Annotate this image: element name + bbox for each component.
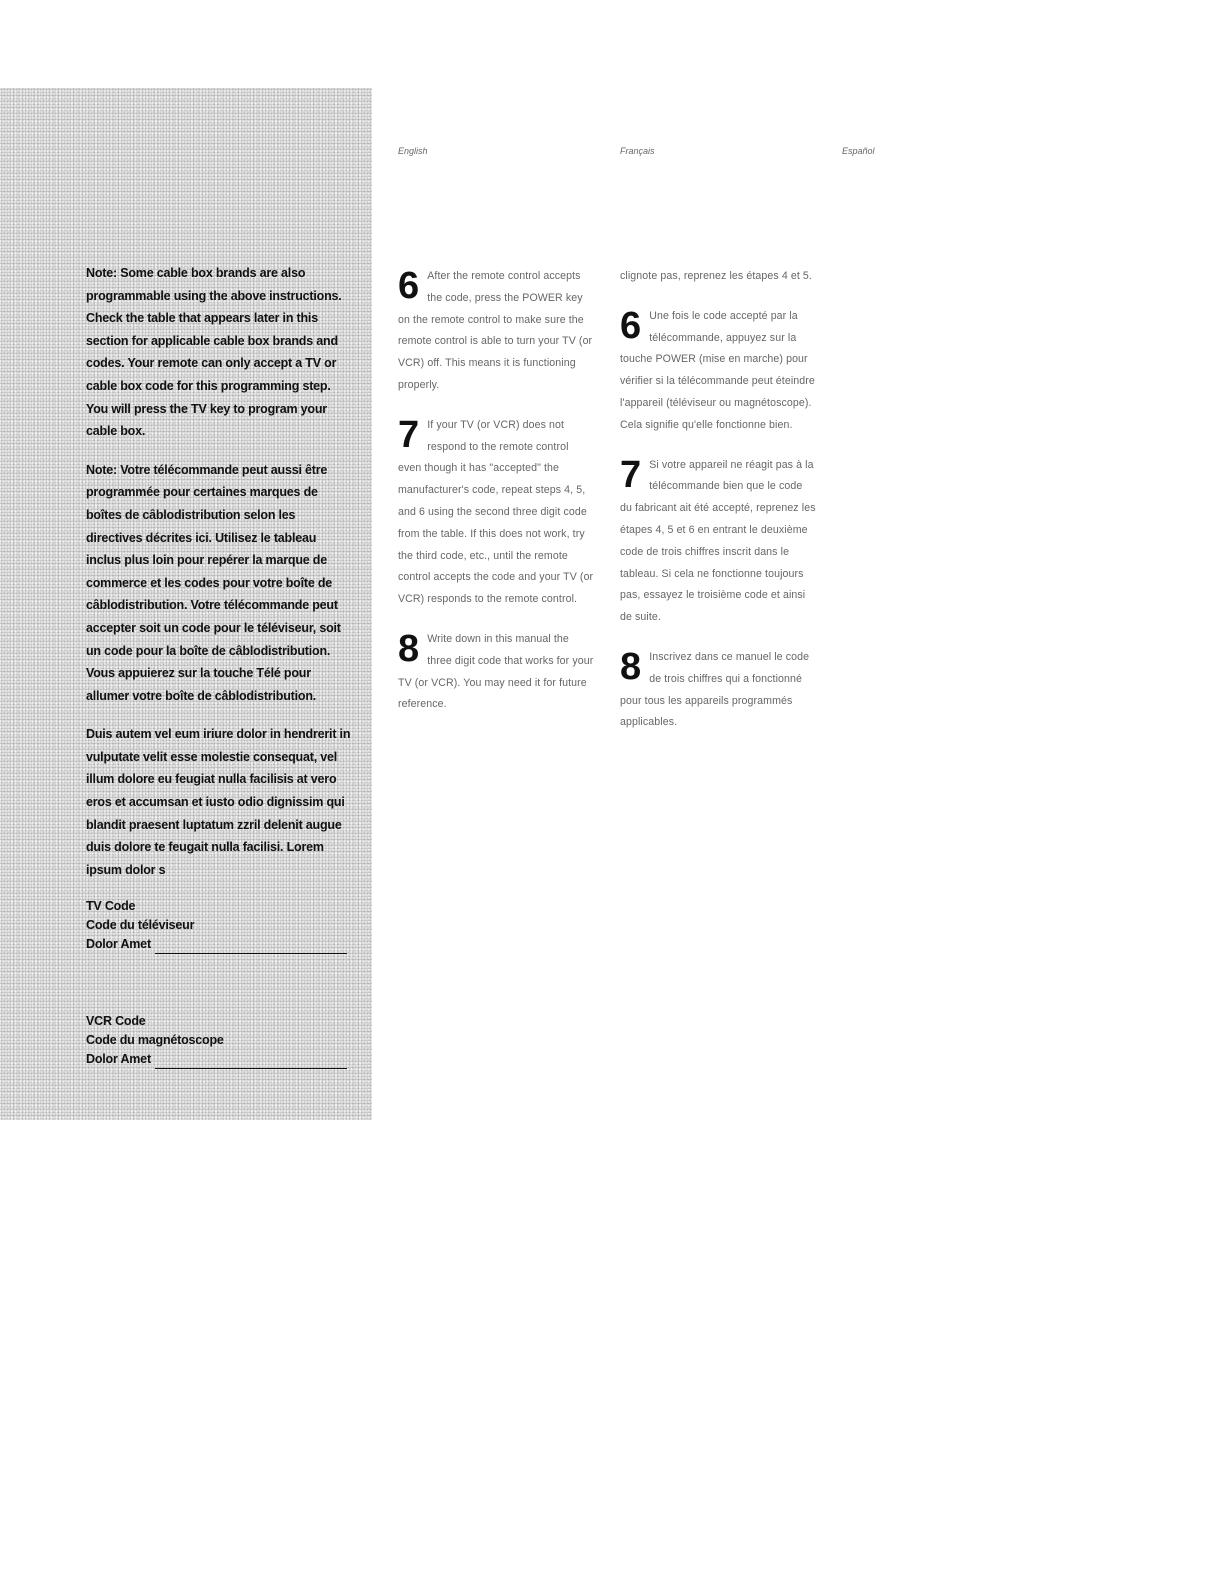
- step-6-en: [398, 266, 594, 397]
- tv-code-block: [86, 897, 354, 954]
- header-english: English: [398, 146, 428, 156]
- step-text: Write down in this manual the three digit code that works for your TV (or VCR). You may need it for future reference.: [398, 632, 594, 711]
- step-text: Une fois le code accepté par la télécommande, appuyez sur la touche POWER (mise en marche) pour vérifier si la télécommande peut éteindre l'appareil (téléviseur ou magnétoscope). Cela signifie qu'elle fonctionne bien.: [620, 309, 815, 431]
- vcr-code-label-alt: Dolor Amet: [86, 1052, 151, 1067]
- vcr-code-label: VCR Code: [86, 1014, 146, 1029]
- step-text: If your TV (or VCR) does not respond to the remote control even though it has "accepted" the manufacturer's code, repeat steps 4, 5, and 6 using the second three digit code from the table. If this does not work, try the third code, etc., until the remote control accepts the code and your TV (or VCR) responds to the remote control.: [398, 418, 594, 606]
- header-french: Français: [620, 146, 655, 156]
- step-number: 8: [620, 645, 642, 688]
- step-8-en: [398, 629, 594, 716]
- vcr-code-write-line: [155, 1058, 347, 1069]
- step-number: 7: [620, 453, 642, 496]
- sidebar-notes: [86, 262, 354, 1069]
- note-english: Note: Some cable box brands are also programmable using the above instructions. Check the table that appears later in this section for applicable cable box brands and codes. Your remote can only accept a TV or cable box code for this programming step. You will press the TV key to program your cable box.: [86, 266, 342, 439]
- step-text: Si votre appareil ne réagit pas à la télécommande bien que le code du fabricant ait été accepté, reprenez les étapes 4, 5 et 6 en entrant le deuxième code de trois chiffres inscrit dans le tableau. Si cela ne fonctionne toujours pas, essayez le troisième code et ainsi de suite.: [620, 458, 816, 624]
- step-number: 6: [398, 265, 420, 307]
- vcr-code-entry: [86, 1050, 354, 1069]
- tv-code-label: TV Code: [86, 899, 136, 914]
- note-french: Note: Votre télécommande peut aussi être programmée pour certaines marques de boîtes de câblodistribution selon les directives décrites ici. Utilisez le tableau inclus plus loin pour repérer la marque de commerce et les codes pour votre boîte de câblodistribution. Votre télécommande peut accepter soit un code pour le téléviseur, soit un code pour la boîte de câblodistribution. Vous appuierez sur la touche Télé pour allumer votre boîte de câblodistribution.: [86, 462, 341, 703]
- tv-code-label-fr: Code du téléviseur: [86, 918, 195, 933]
- french-continuation: clignote pas, reprenez les étapes 4 et 5.: [620, 270, 812, 282]
- step-8-fr: [620, 647, 816, 734]
- column-french: [620, 266, 816, 752]
- tv-code-write-line: [155, 943, 347, 954]
- step-number: 8: [398, 627, 420, 670]
- tv-code-entry: [86, 935, 354, 954]
- vcr-code-block: [86, 1012, 354, 1069]
- step-6-fr: [620, 306, 816, 437]
- step-7-fr: [620, 455, 816, 629]
- step-number: 6: [620, 304, 642, 347]
- step-7-en: [398, 415, 594, 611]
- step-text: After the remote control accepts the code, press the POWER key on the remote control to make sure the remote control is able to turn your TV (or VCR) off. This means it is functioning properly.: [398, 270, 593, 391]
- step-text: Inscrivez dans ce manuel le code de trois chiffres qui a fonctionné pour tous les appareils programmés applicables.: [620, 650, 810, 729]
- step-number: 7: [398, 413, 420, 456]
- tv-code-label-alt: Dolor Amet: [86, 937, 151, 952]
- column-english: [398, 266, 594, 734]
- note-placeholder: Duis autem vel eum iriure dolor in hendrerit in vulputate velit esse molestie consequat, vel illum dolore eu feugiat nulla facilisis at vero eros et accumsan et iusto odio dignissim qui blandit praesent luptatum zzril delenit augue duis dolore te feugait nulla facilisi. Lorem ipsum dolor s: [86, 727, 351, 877]
- vcr-code-label-fr: Code du magnétoscope: [86, 1033, 224, 1048]
- header-spanish: Español: [842, 146, 875, 156]
